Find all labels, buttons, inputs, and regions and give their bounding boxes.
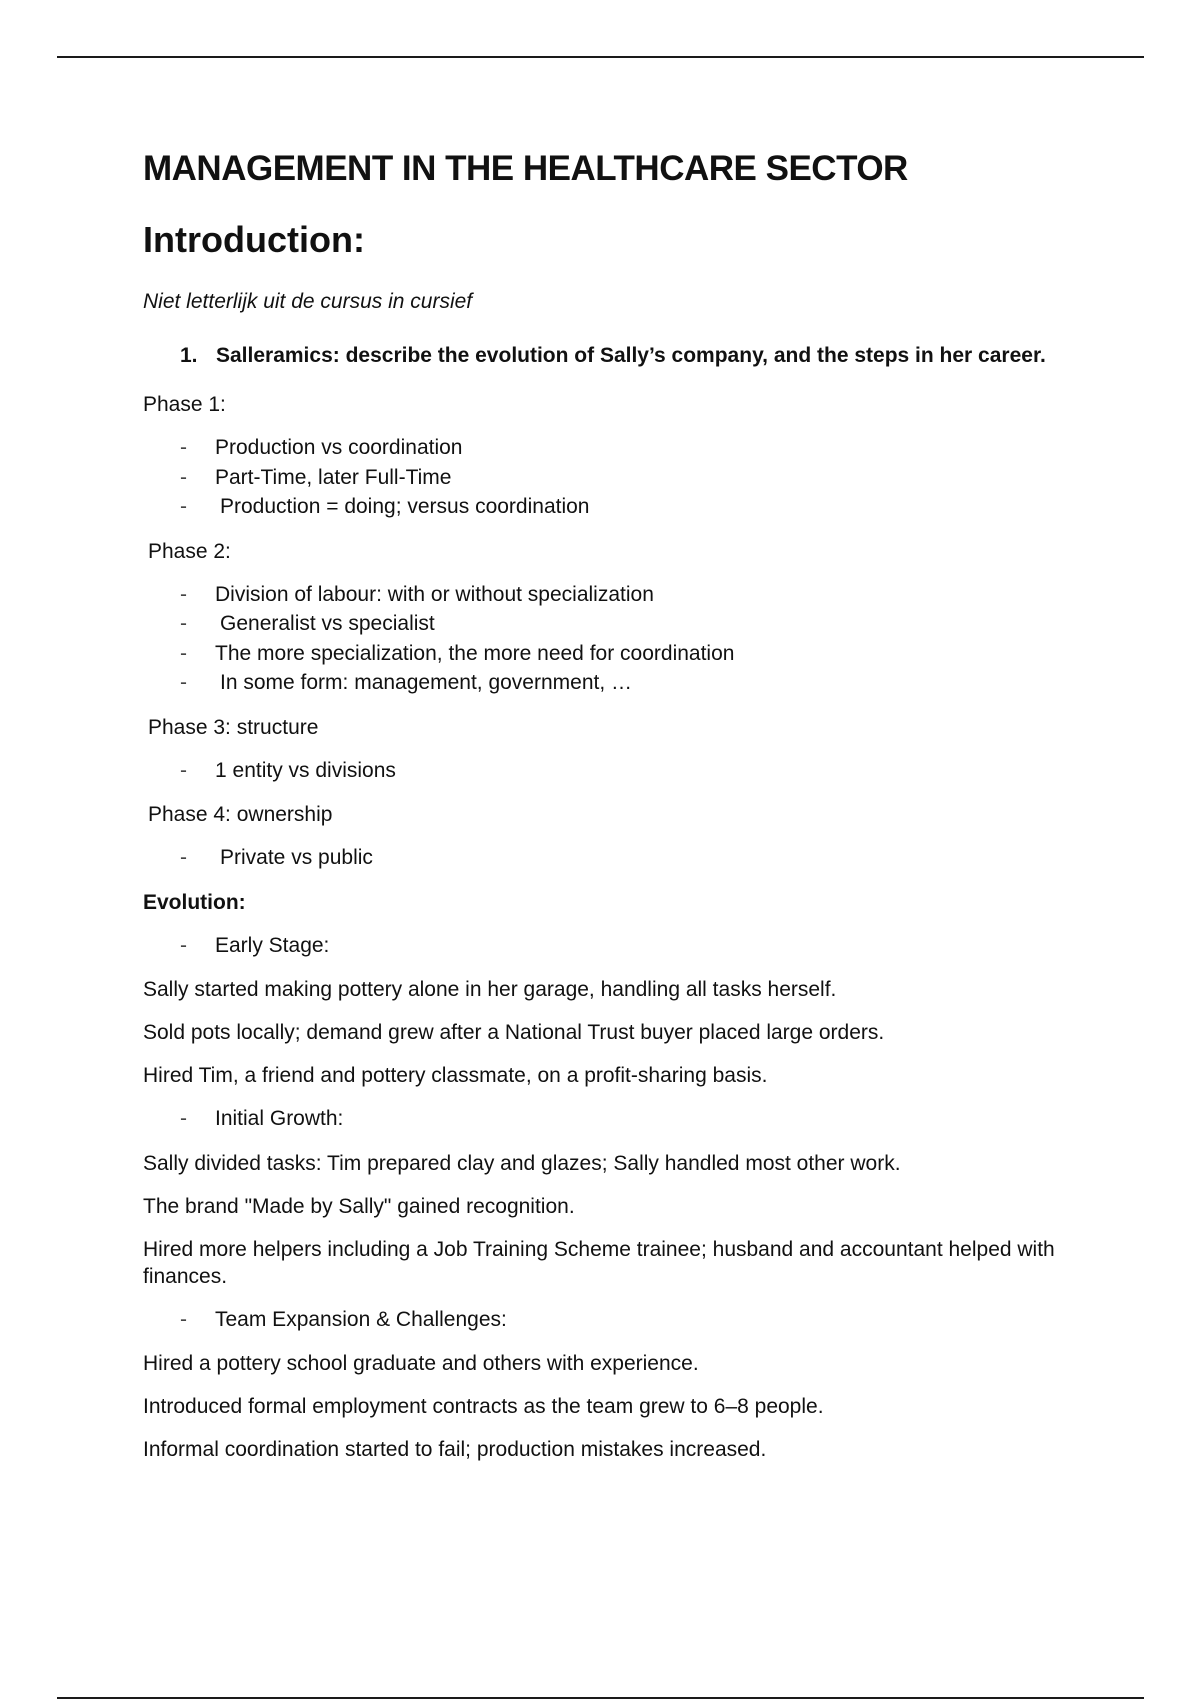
phase-3-list [143,756,1063,786]
paragraph: Hired more helpers including a Job Training Scheme trainee; husband and accountant helped with finances. [143,1237,1055,1288]
question-number: 1. [180,344,198,367]
phase-1-list [143,433,1063,522]
list-item: - Private vs public [143,843,1063,873]
dash-bullet: - [180,495,187,518]
stage-title: - Initial Growth: [143,1104,1063,1134]
dash-bullet: - [180,582,187,606]
paragraph: Hired Tim, a friend and pottery classmate, on a profit-sharing basis. [143,1064,768,1087]
stage-1-title-list [143,931,1063,961]
dash-bullet: - [180,758,187,782]
dash-bullet: - [180,641,187,665]
paragraph: Sold pots locally; demand grew after a National Trust buyer placed large orders. [143,1021,885,1044]
stage-title: - Team Expansion & Challenges: [143,1305,1063,1335]
phase-2-label: Phase 2: [148,539,231,563]
stage-title: - Early Stage: [143,931,1063,961]
phase-1-label: Phase 1: [143,393,226,416]
document-body [143,140,1063,1463]
list-item: - The more specialization, the more need for coordination [143,639,1063,669]
paragraph: Sally divided tasks: Tim prepared clay and glazes; Sally handled most other work. [143,1151,901,1175]
paragraph: Introduced formal employment contracts as the team grew to 6–8 people. [143,1395,824,1418]
list-item: - Production vs coordination [143,433,1063,463]
list-item: - In some form: management, government, … [143,668,1063,698]
evolution-label: Evolution: [143,890,246,914]
paragraph: Informal coordination started to fail; production mistakes increased. [143,1438,767,1461]
paragraph: Sally started making pottery alone in her garage, handling all tasks herself. [143,978,837,1001]
dash-bullet: - [180,671,187,694]
question-text: Salleramics: describe the evolution of Sally’s company, and the steps in her career. [216,344,1046,367]
dash-bullet: - [180,933,187,957]
phase-3-label: Phase 3: structure [148,715,319,739]
phase-4-label: Phase 4: ownership [148,803,333,826]
document-title: MANAGEMENT IN THE HEALTHCARE SECTOR [143,149,908,188]
list-item: - Production = doing; versus coordination [143,492,1063,522]
dash-bullet: - [180,436,187,459]
phase-2-list [143,580,1063,698]
dash-bullet: - [180,465,187,489]
paragraph: The brand "Made by Sally" gained recognition. [143,1194,575,1218]
stage-2-title-list [143,1104,1063,1134]
dash-bullet: - [180,1307,187,1331]
paragraph: Hired a pottery school graduate and others with experience. [143,1352,699,1375]
section-heading: Introduction: [143,219,365,260]
list-item: - Division of labour: with or without specialization [143,580,1063,610]
italic-note: Niet letterlijk uit de cursus in cursief [143,290,473,313]
bottom-rule [57,1697,1144,1699]
dash-bullet: - [180,612,187,635]
question-1 [180,339,1063,373]
stage-3-title-list [143,1305,1063,1335]
list-item: - Generalist vs specialist [143,609,1063,639]
dash-bullet: - [180,846,187,869]
top-rule [57,56,1144,58]
dash-bullet: - [180,1107,187,1130]
phase-4-list [143,843,1063,873]
list-item: - Part-Time, later Full-Time [143,463,1063,493]
list-item: - 1 entity vs divisions [143,756,1063,786]
